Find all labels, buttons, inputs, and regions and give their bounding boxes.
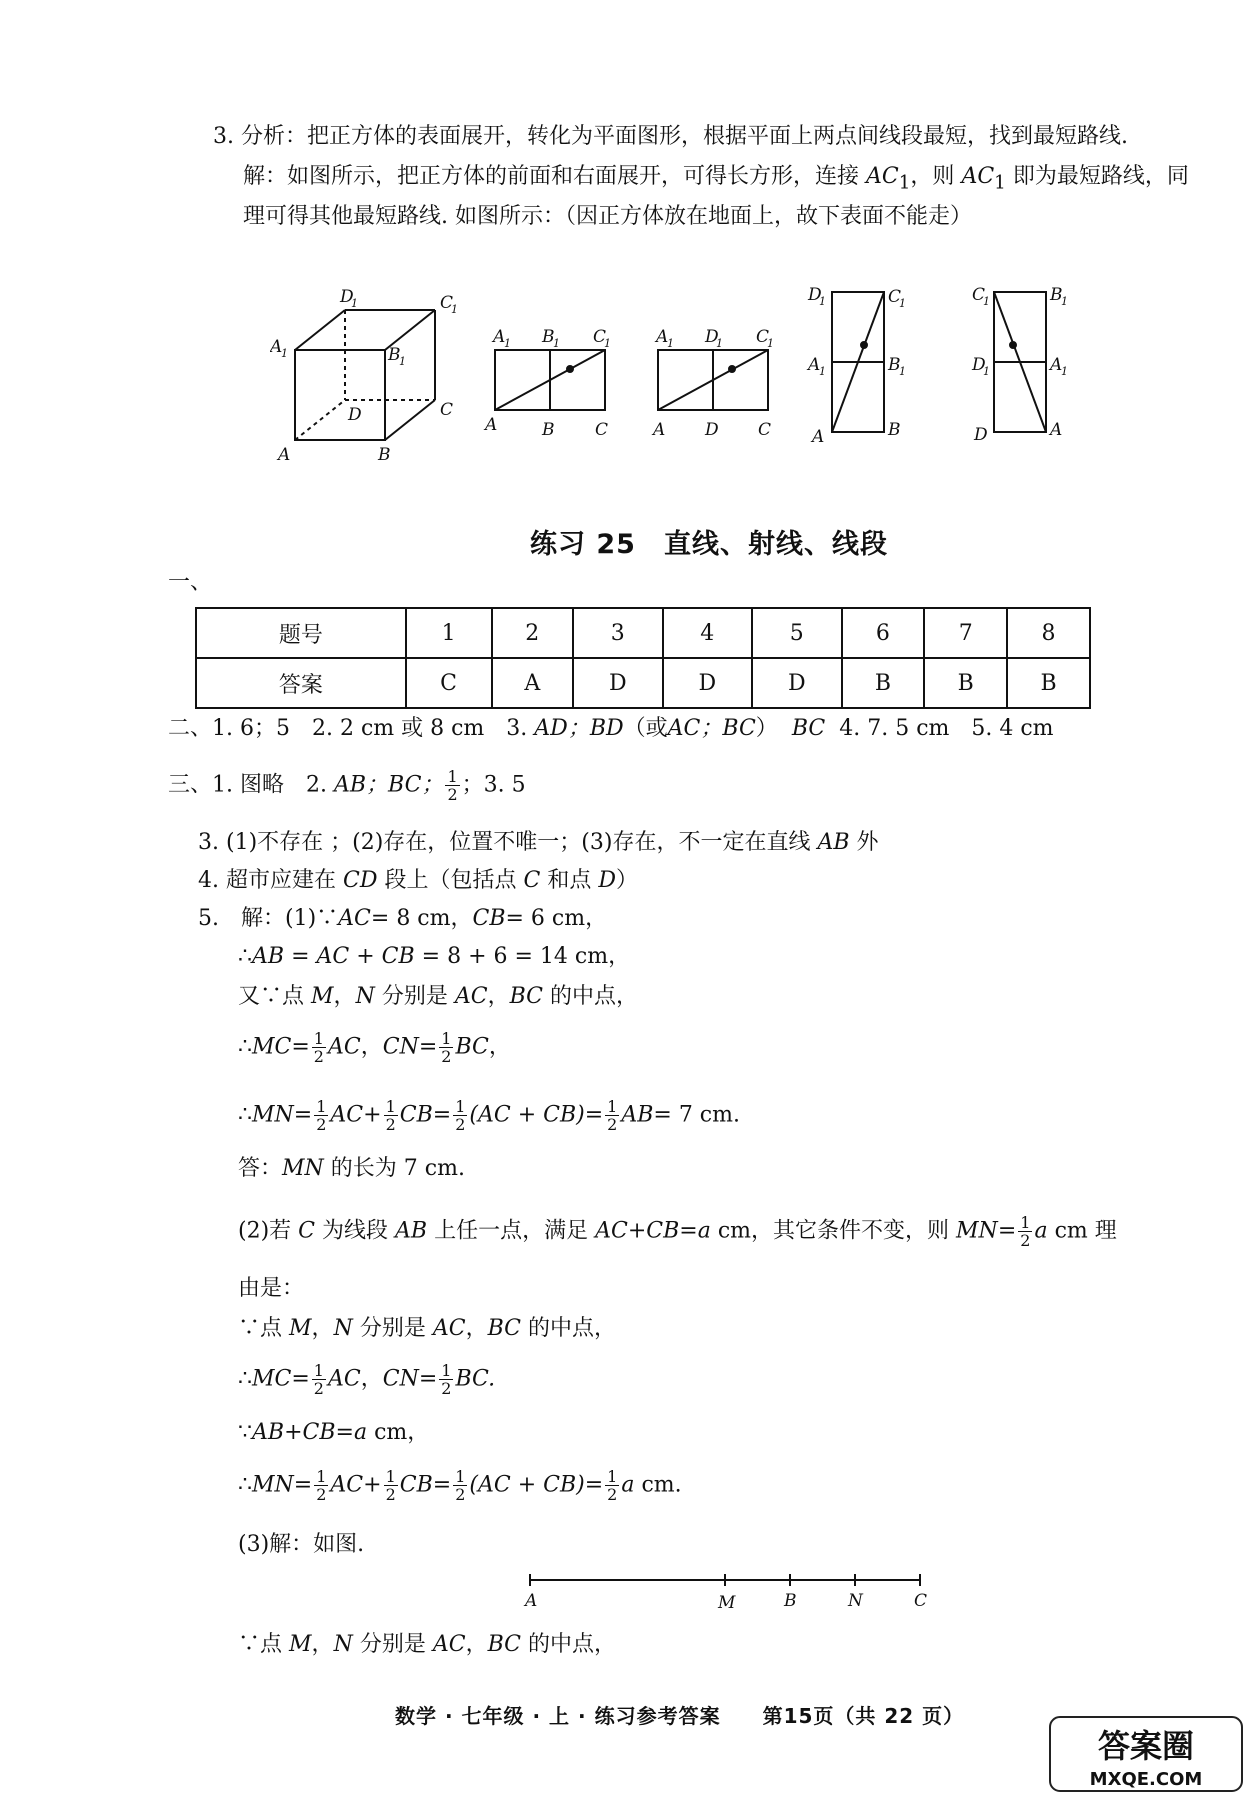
svg-text:1: 1 xyxy=(1061,295,1068,308)
net1-bottom-c: C xyxy=(595,420,609,440)
net3-left-a1: A xyxy=(808,355,821,375)
problem3-line1: 3. 分析：把正方体的表面展开，转化为平面图形，根据平面上两点间线段最短，找到最短路线. xyxy=(213,124,1128,149)
cube-label-d: D xyxy=(348,405,362,425)
table-cell: D xyxy=(663,658,752,708)
segment-point-b: B xyxy=(784,1591,797,1611)
table-cell: D xyxy=(752,658,841,708)
svg-text:1: 1 xyxy=(553,337,560,350)
table-cell: A xyxy=(492,658,574,708)
cube-label-b: B xyxy=(378,445,391,465)
table-cell: B xyxy=(842,658,925,708)
q5-line1: 5. 解：(1)∵AC= 8 cm，CB= 6 cm， xyxy=(198,906,608,931)
svg-text:1: 1 xyxy=(819,365,826,378)
svg-text:1: 1 xyxy=(899,365,906,378)
fraction: $\frac{1}{2}$ xyxy=(447,767,458,804)
table-cell: 3 xyxy=(573,608,662,658)
fraction: $\frac{1}{2}$ xyxy=(313,1029,324,1066)
segment-diagram xyxy=(520,1570,940,1620)
q5-line13: (3)解：如图. xyxy=(238,1532,365,1557)
problem3-line3: 理可得其他最短路线. 如图所示：（因正方体放在地面上，故下表面不能走） xyxy=(243,204,972,229)
svg-text:1: 1 xyxy=(983,295,990,308)
fraction: $\frac{1}{2}$ xyxy=(1020,1213,1031,1250)
segment-point-c: C xyxy=(914,1591,928,1611)
fraction: $\frac{1}{2}$ xyxy=(441,1361,452,1398)
part2-line: 二、1. 6；5 2. 2 cm 或 8 cm 3. AD；BD（或AC；BC） BC 4. 7. 5 cm 5. 4 cm xyxy=(168,716,1054,741)
net1-bottom-a: A xyxy=(485,415,498,435)
cube-label-d1: D xyxy=(340,287,354,307)
net1-diagram xyxy=(495,350,605,410)
net2-diagram xyxy=(658,350,768,410)
table-cell: 2 xyxy=(492,608,574,658)
fraction: $\frac{1}{2}$ xyxy=(316,1467,327,1504)
q5-line3: 又∵点 M，N 分别是 AC，BC 的中点， xyxy=(238,984,639,1009)
fraction: $\frac{1}{2}$ xyxy=(385,1467,396,1504)
table-cell: 1 xyxy=(406,608,492,658)
table-header-label: 题号 xyxy=(196,608,406,658)
table-cell: 8 xyxy=(1007,608,1090,658)
fraction: $\frac{1}{2}$ xyxy=(455,1467,466,1504)
q5-line11: ∵AB+CB=a cm， xyxy=(238,1420,430,1445)
part3-q3: 3. (1)不存在 ；(2)存在，位置不唯一；(3)存在，不一定在直线 AB 外 xyxy=(198,830,879,855)
table-cell: 4 xyxy=(663,608,752,658)
part3-line1: 三、1. 图略 2. AB；BC； $\frac{1}{2}$ ；3. 5 xyxy=(168,767,526,804)
table-cell: D xyxy=(573,658,662,708)
cube-sub-d1: 1 xyxy=(351,297,358,310)
net1-top-a: A xyxy=(493,327,506,347)
net4-left-c: C xyxy=(972,285,986,305)
cube-label-a: A xyxy=(278,445,291,465)
q5-line9: ∵点 M，N 分别是 AC，BC 的中点， xyxy=(238,1316,617,1341)
section-title: 练习 25 直线、射线、线段 xyxy=(530,529,888,560)
q5-line5: ∴MN= $\frac{1}{2}$ AC+ $\frac{1}{2}$ CB= $\frac{1}{2}$ (AC + CB)= $\frac{1}{2}$ AB= 7 cm. xyxy=(238,1097,740,1134)
net4-right-a: A xyxy=(1050,420,1063,440)
q5-line2: ∴AB = AC + CB = 8 + 6 = 14 cm， xyxy=(238,944,631,969)
fraction: $\frac{1}{2}$ xyxy=(455,1097,466,1134)
problem3-line2: 解：如图所示，把正方体的前面和右面展开，可得长方形，连接 $AC_1$，则 $AC_1$ 即为最短路线，同 xyxy=(243,164,1189,194)
svg-text:1: 1 xyxy=(667,337,674,350)
q5-line7: (2)若 C 为线段 AB 上任一点，满足 AC+CB=a cm，其它条件不变，则 MN= $\frac{1}{2}$ a cm 理 xyxy=(238,1213,1117,1250)
fraction: $\frac{1}{2}$ xyxy=(607,1467,618,1504)
net3-right-c: C xyxy=(888,287,902,307)
table-cell: 6 xyxy=(842,608,925,658)
watermark-top-text: 答案圈 xyxy=(1097,1727,1195,1765)
fraction: $\frac{1}{2}$ xyxy=(441,1029,452,1066)
net1-top-c: C xyxy=(593,327,607,347)
svg-text:1: 1 xyxy=(1061,365,1068,378)
net2-top-c: C xyxy=(756,327,770,347)
net2-bottom-a: A xyxy=(653,420,666,440)
net3-diagram xyxy=(832,292,884,432)
q5-line10: ∴MC= $\frac{1}{2}$ AC，CN= $\frac{1}{2}$ BC. xyxy=(238,1361,496,1398)
watermark-bottom-text: MXQE.COM xyxy=(1089,1769,1203,1790)
net4-right-b: B xyxy=(1050,285,1063,305)
cube-sub-a1: 1 xyxy=(281,347,288,360)
table-row xyxy=(196,658,1090,708)
net1-top-b: B xyxy=(542,327,555,347)
table-cell: 7 xyxy=(924,608,1007,658)
net4-right-a1: A xyxy=(1050,355,1063,375)
watermark-logo xyxy=(1048,1715,1244,1793)
q5-line8: 由是： xyxy=(238,1276,305,1301)
svg-text:1: 1 xyxy=(716,337,723,350)
net1-bottom-b: B xyxy=(542,420,555,440)
cube-diagram xyxy=(295,310,435,440)
table-cell: B xyxy=(1007,658,1090,708)
part1-label: 一、 xyxy=(168,570,213,595)
fraction: $\frac{1}{2}$ xyxy=(607,1097,618,1134)
svg-text:1: 1 xyxy=(604,337,611,350)
svg-text:1: 1 xyxy=(899,297,906,310)
q5-line4: ∴MC= $\frac{1}{2}$ AC，CN= $\frac{1}{2}$ BC， xyxy=(238,1029,511,1066)
answer-table xyxy=(195,607,1091,709)
q5-line14: ∵点 M，N 分别是 AC，BC 的中点， xyxy=(238,1632,617,1657)
net4-left-d: D xyxy=(974,425,988,445)
page-footer: 数学 · 七年级 · 上 · 练习参考答案 第15页（共 22 页） xyxy=(395,1704,965,1728)
table-cell: B xyxy=(924,658,1007,708)
table-cell: C xyxy=(406,658,492,708)
q5-line6: 答：MN 的长为 7 cm. xyxy=(238,1156,465,1181)
net2-top-a: A xyxy=(656,327,669,347)
part3-q4: 4. 超市应建在 CD 段上（包括点 C 和点 D） xyxy=(198,868,638,893)
cube-label-a1: A xyxy=(270,337,283,357)
cube-label-b1: B xyxy=(388,345,401,365)
cube-figures xyxy=(270,280,1170,480)
table-cell: 5 xyxy=(752,608,841,658)
fraction: $\frac{1}{2}$ xyxy=(316,1097,327,1134)
cube-sub-c1: 1 xyxy=(451,303,458,316)
fraction: $\frac{1}{2}$ xyxy=(313,1361,324,1398)
cube-sub-b1: 1 xyxy=(399,355,406,368)
svg-text:1: 1 xyxy=(504,337,511,350)
segment-point-n: N xyxy=(848,1591,863,1611)
segment-point-a: A xyxy=(525,1591,538,1611)
net3-left-d: D xyxy=(808,285,822,305)
net2-bottom-c: C xyxy=(758,420,772,440)
table-row xyxy=(196,608,1090,658)
net3-left-a: A xyxy=(812,427,825,447)
fraction: $\frac{1}{2}$ xyxy=(385,1097,396,1134)
table-answer-label: 答案 xyxy=(196,658,406,708)
net2-bottom-d: D xyxy=(705,420,719,440)
svg-text:1: 1 xyxy=(983,365,990,378)
net4-diagram xyxy=(994,292,1046,432)
svg-text:1: 1 xyxy=(767,337,774,350)
cube-label-c: C xyxy=(440,400,454,420)
net3-right-b: B xyxy=(888,420,901,440)
svg-text:1: 1 xyxy=(819,295,826,308)
segment-point-m: M xyxy=(718,1593,736,1613)
net4-left-d1: D xyxy=(972,355,986,375)
net2-top-d: D xyxy=(705,327,719,347)
cube-label-c1: C xyxy=(440,293,454,313)
q5-line12: ∴MN= $\frac{1}{2}$ AC+ $\frac{1}{2}$ CB= $\frac{1}{2}$ (AC + CB)= $\frac{1}{2}$ a cm. xyxy=(238,1467,682,1504)
net3-right-b1: B xyxy=(888,355,901,375)
